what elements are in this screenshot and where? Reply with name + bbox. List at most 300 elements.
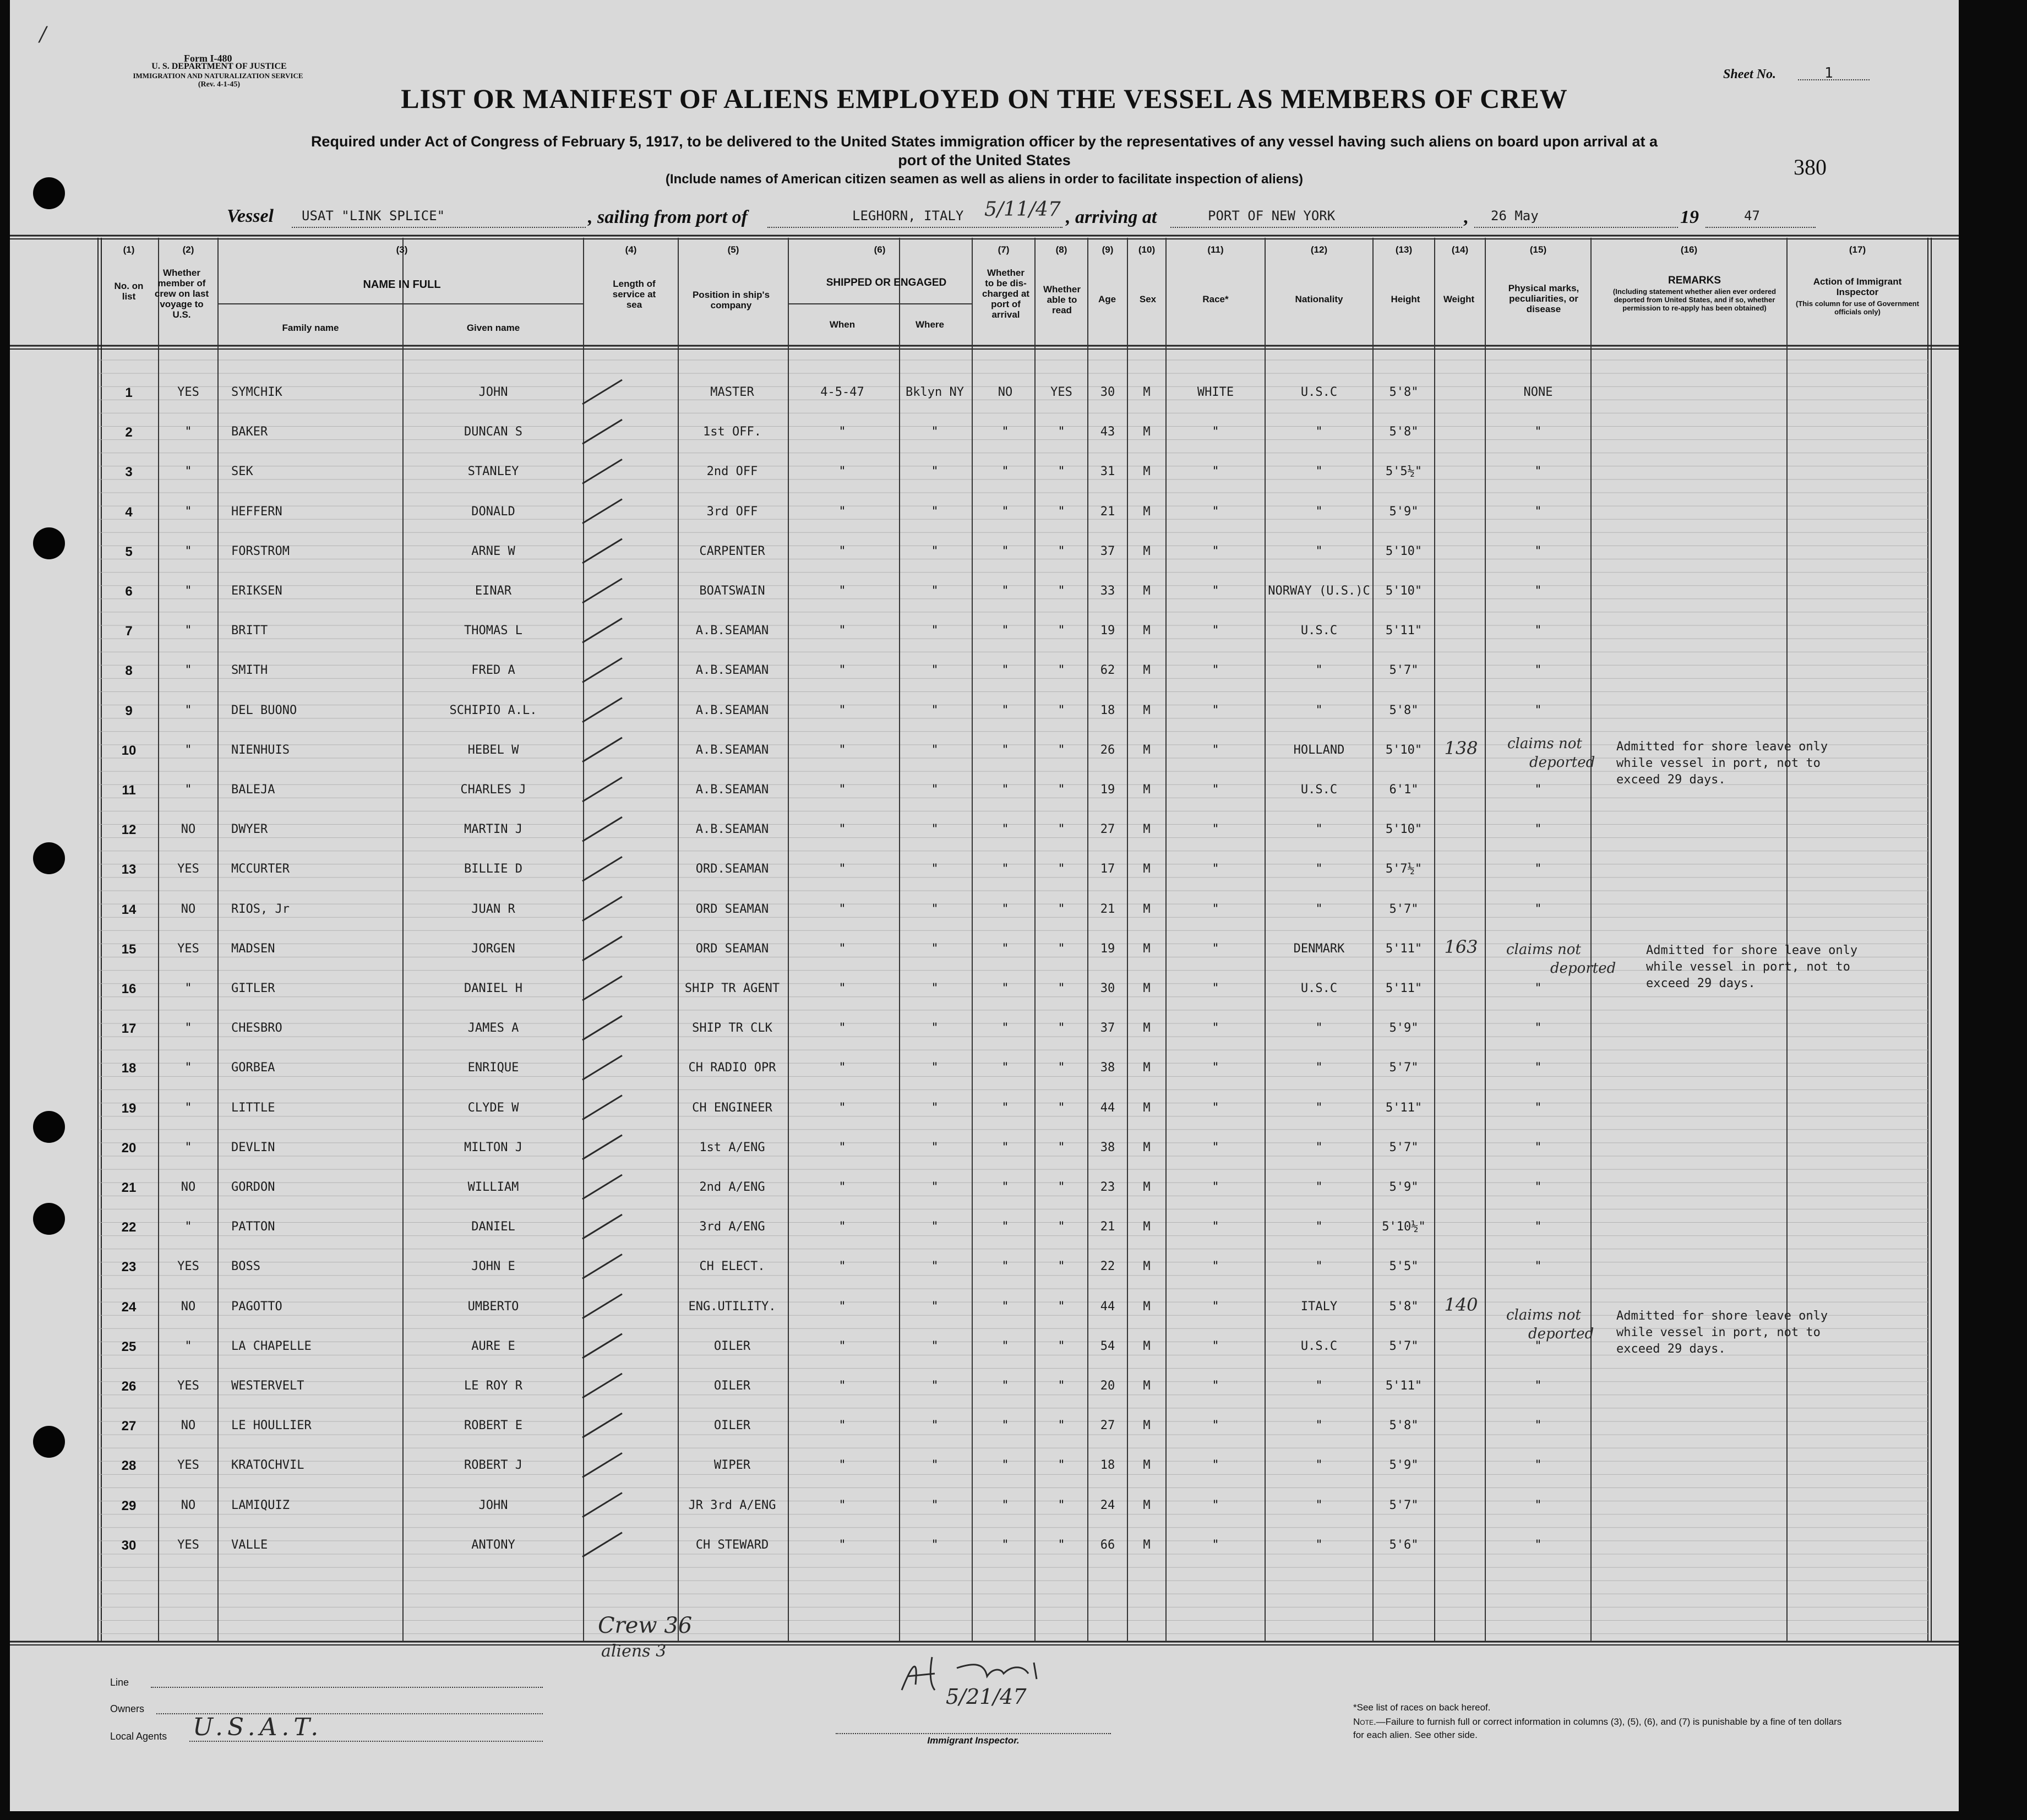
cell-where: " — [931, 743, 939, 757]
cell-height: 5'11" — [1385, 1379, 1423, 1393]
cell-where: " — [931, 862, 939, 876]
length-check-mark — [582, 499, 622, 524]
cell-given: FRED A — [471, 663, 515, 678]
cell-family: BALEJA — [231, 783, 275, 797]
cell-family: HEFFERN — [231, 504, 282, 519]
cell-member: " — [184, 465, 192, 479]
cell-when: " — [838, 982, 846, 995]
cell-where: " — [931, 1538, 939, 1552]
cell-sex: M — [1143, 624, 1151, 638]
sheet-no: 1 — [1824, 65, 1833, 81]
cell-position: WIPER — [713, 1458, 751, 1473]
column-number: (7) — [998, 244, 1010, 255]
cell-disc: " — [1001, 544, 1009, 558]
header-discharged: Whether to be dis-charged at port of arrival — [982, 268, 1029, 320]
header-shipped: SHIPPED OR ENGAGED — [826, 277, 947, 288]
cell-family: GORDON — [231, 1180, 275, 1194]
cell-family: SMITH — [231, 663, 268, 678]
cell-phys: " — [1534, 1140, 1542, 1154]
subtitle-2: port of the United States — [898, 152, 1071, 168]
cell-nat: " — [1315, 663, 1323, 678]
cell-no: 8 — [125, 663, 133, 679]
cell-family: BOSS — [231, 1260, 260, 1274]
cell-family: VALLE — [231, 1538, 268, 1552]
cell-phys: " — [1534, 663, 1542, 678]
cell-sex: M — [1143, 1299, 1151, 1314]
cell-member: " — [184, 584, 192, 598]
cell-no: 10 — [121, 743, 137, 758]
header-when: When — [829, 319, 856, 330]
cell-age: 17 — [1100, 862, 1115, 876]
cell-member: YES — [177, 1538, 199, 1552]
cell-phys: " — [1534, 1100, 1542, 1115]
line-label: Line — [110, 1677, 129, 1688]
length-check-mark — [582, 579, 622, 603]
column-number: (13) — [1395, 244, 1413, 255]
cell-disc: " — [1001, 783, 1009, 797]
cell-phys: NONE — [1523, 385, 1553, 399]
column-number: (6) — [874, 244, 886, 255]
cell-family: LE HOULLIER — [231, 1419, 312, 1433]
cell-position: CH ENGINEER — [692, 1100, 772, 1115]
cell-race: " — [1212, 1538, 1219, 1552]
cell-disc: " — [1001, 1538, 1009, 1552]
cell-race: " — [1212, 902, 1219, 916]
cell-read: " — [1058, 425, 1065, 439]
cell-when: " — [838, 902, 846, 916]
cell-read: " — [1058, 1140, 1065, 1154]
cell-when: " — [838, 1458, 846, 1473]
manifest-sheet — [10, 0, 1959, 1811]
cell-disc: " — [1001, 584, 1009, 598]
header-action-sub: (This column for use of Government officials only) — [1796, 299, 1919, 316]
corner-mark: / — [40, 23, 47, 46]
column-number: (5) — [727, 244, 739, 255]
cell-position: ORD SEAMAN — [695, 941, 769, 956]
cell-member: " — [184, 982, 192, 995]
length-check-mark — [582, 1533, 622, 1557]
cell-race: " — [1212, 1379, 1219, 1393]
cell-sex: M — [1143, 1379, 1151, 1393]
cell-read: " — [1058, 1379, 1065, 1393]
cell-read: " — [1058, 941, 1065, 956]
cell-race: " — [1212, 1498, 1219, 1512]
cell-member: " — [184, 1339, 192, 1353]
remark-line: while vessel in port, not to — [1646, 960, 1850, 974]
cell-read: YES — [1050, 385, 1072, 399]
cell-phys: " — [1534, 1021, 1542, 1036]
cell-age: 21 — [1100, 1220, 1115, 1234]
document-title: LIST OR MANIFEST OF ALIENS EMPLOYED ON THE VESSEL AS MEMBERS OF CREW — [401, 83, 1568, 114]
cell-read: " — [1058, 1061, 1065, 1075]
cell-disc: " — [1001, 624, 1009, 638]
cell-race: " — [1212, 425, 1219, 439]
remark-line: Admitted for shore leave only — [1616, 740, 1828, 754]
cell-no: 26 — [121, 1379, 137, 1394]
cell-height: 6'1" — [1389, 783, 1419, 797]
cell-race: " — [1212, 544, 1219, 558]
column-number: (2) — [182, 244, 194, 255]
cell-race: " — [1212, 1021, 1219, 1036]
race-note: *See list of races on back hereof. — [1353, 1702, 1491, 1713]
cell-when: " — [838, 1180, 846, 1194]
cell-where: " — [931, 1220, 939, 1234]
cell-no: 1 — [125, 385, 133, 400]
cell-when: " — [838, 425, 846, 439]
cell-race: " — [1212, 1180, 1219, 1194]
cell-phys: " — [1534, 1180, 1542, 1194]
form-service: IMMIGRATION AND NATURALIZATION SERVICE — [133, 72, 303, 80]
cell-position: A.B.SEAMAN — [695, 743, 769, 757]
cell-phys: " — [1534, 982, 1542, 995]
cell-age: 37 — [1100, 544, 1115, 558]
cell-where: " — [931, 1379, 939, 1393]
cell-age: 18 — [1100, 703, 1115, 717]
cell-race: " — [1212, 624, 1219, 638]
cell-given: AURE E — [471, 1339, 515, 1353]
remark-line: while vessel in port, not to — [1616, 1326, 1821, 1339]
cell-age: 38 — [1100, 1061, 1115, 1075]
cell-age: 31 — [1100, 465, 1115, 479]
length-check-mark — [582, 1453, 622, 1477]
cell-position: OILER — [713, 1379, 751, 1393]
cell-when: " — [838, 465, 846, 479]
cell-disc: " — [1001, 862, 1009, 876]
header-read: Whether able to read — [1043, 284, 1081, 315]
note-label: Note. — [1353, 1717, 1376, 1727]
cell-member: " — [184, 504, 192, 519]
cell-disc: " — [1001, 743, 1009, 757]
cell-member: " — [184, 1021, 192, 1036]
cell-sex: M — [1143, 1100, 1151, 1115]
column-number: (14) — [1451, 244, 1469, 255]
cell-given: BILLIE D — [464, 862, 522, 876]
cell-nat: " — [1315, 1061, 1323, 1075]
header-remarks-title: REMARKS — [1668, 275, 1721, 286]
length-check-mark — [582, 1214, 622, 1239]
sailing-port: LEGHORN, ITALY — [852, 208, 964, 224]
cell-read: " — [1058, 624, 1065, 638]
note-text: —Failure to furnish full or correct information in columns (3), (5), (6), and (7) is punishable by a fine of ten dollars for each alien. See other side. — [1353, 1717, 1842, 1740]
cell-position: ORD.SEAMAN — [695, 862, 769, 876]
arrival-day: 26 May — [1491, 208, 1539, 224]
length-check-mark — [582, 1334, 622, 1358]
cell-member: NO — [181, 822, 196, 837]
cell-nat: " — [1315, 1021, 1323, 1036]
column-number: (16) — [1680, 244, 1698, 255]
cell-age: 19 — [1100, 783, 1115, 797]
length-check-mark — [582, 380, 622, 404]
cell-age: 21 — [1100, 902, 1115, 916]
cell-nat: " — [1315, 544, 1323, 558]
cell-given: JORGEN — [471, 941, 515, 956]
cell-when: " — [838, 1260, 846, 1274]
cell-no: 6 — [125, 584, 133, 599]
column-number: (11) — [1207, 244, 1224, 255]
cell-race: WHITE — [1197, 385, 1234, 399]
cell-no: 21 — [121, 1180, 137, 1195]
cell-disc: " — [1001, 1260, 1009, 1274]
cell-where: " — [931, 1299, 939, 1314]
cell-height: 5'10½" — [1382, 1220, 1426, 1234]
cell-read: " — [1058, 544, 1065, 558]
cell-read: " — [1058, 1498, 1065, 1512]
cell-when: " — [838, 584, 846, 598]
cell-sex: M — [1143, 663, 1151, 678]
cell-sex: M — [1143, 504, 1151, 519]
cell-height: 5'11" — [1385, 982, 1423, 995]
cell-age: 22 — [1100, 1260, 1115, 1274]
cell-where: " — [931, 1140, 939, 1154]
cell-family: PAGOTTO — [231, 1299, 282, 1314]
cell-disc: " — [1001, 1220, 1009, 1234]
cell-phys: " — [1534, 465, 1542, 479]
cell-sex: M — [1143, 941, 1151, 956]
cell-position: 2nd OFF — [706, 465, 758, 479]
cell-height: 5'7½" — [1385, 862, 1423, 876]
remark-hand-row-10 — [1507, 734, 1595, 772]
cell-nat: " — [1315, 1100, 1323, 1115]
cell-when: " — [838, 743, 846, 757]
cell-disc: " — [1001, 982, 1009, 995]
cell-sex: M — [1143, 544, 1151, 558]
cell-height: 5'9" — [1389, 1021, 1419, 1036]
cell-given: JUAN R — [471, 902, 515, 916]
cell-where: Bklyn NY — [906, 385, 964, 399]
cell-given: ROBERT E — [464, 1419, 522, 1433]
cell-nat: " — [1315, 822, 1323, 837]
cell-disc: " — [1001, 1498, 1009, 1512]
cell-member: " — [184, 544, 192, 558]
column-number: (10) — [1138, 244, 1156, 255]
cell-race: " — [1212, 1260, 1219, 1274]
cell-age: 20 — [1100, 1379, 1115, 1393]
remark-row-10 — [1616, 739, 1828, 788]
cell-sex: M — [1143, 584, 1151, 598]
cell-position: A.B.SEAMAN — [695, 624, 769, 638]
cell-height: 5'8" — [1389, 703, 1419, 717]
cell-race: " — [1212, 822, 1219, 837]
cell-member: YES — [177, 1379, 199, 1393]
cell-given: DANIEL H — [464, 982, 522, 995]
cell-given: EINAR — [475, 584, 512, 598]
cell-family: LAMIQUIZ — [231, 1498, 290, 1512]
cell-family: GORBEA — [231, 1061, 275, 1075]
length-check-mark — [582, 1096, 622, 1120]
cell-given: THOMAS L — [464, 624, 522, 638]
cell-family: LITTLE — [231, 1100, 275, 1115]
cell-nat: " — [1315, 902, 1323, 916]
cell-disc: " — [1001, 1458, 1009, 1473]
cell-no: 29 — [121, 1498, 137, 1513]
cell-when: " — [838, 1220, 846, 1234]
column-number: (17) — [1849, 244, 1866, 255]
cell-when: " — [838, 1498, 846, 1512]
cell-family: RIOS, Jr — [231, 902, 290, 916]
cell-disc: " — [1001, 703, 1009, 717]
cell-race: " — [1212, 783, 1219, 797]
cell-given: UMBERTO — [467, 1299, 519, 1314]
cell-sex: M — [1143, 1220, 1151, 1234]
cell-position: CH ELECT. — [699, 1260, 765, 1274]
cell-race: " — [1212, 663, 1219, 678]
cell-no: 20 — [121, 1140, 137, 1156]
cell-where: " — [931, 1260, 939, 1274]
cell-disc: " — [1001, 1180, 1009, 1194]
header-no: No. on list — [114, 281, 144, 302]
cell-phys: " — [1534, 703, 1542, 717]
cell-where: " — [931, 1458, 939, 1473]
owners-label: Owners — [110, 1703, 145, 1714]
cell-position: SHIP TR CLK — [692, 1021, 772, 1036]
cell-race: " — [1212, 1140, 1219, 1154]
cell-age: 24 — [1100, 1498, 1115, 1512]
cell-sex: M — [1143, 783, 1151, 797]
cell-weight: 138 — [1444, 737, 1478, 759]
cell-sex: M — [1143, 1061, 1151, 1075]
cell-member: " — [184, 1061, 192, 1075]
remark-hand-line: deported — [1529, 754, 1595, 771]
cell-age: 62 — [1100, 663, 1115, 678]
cell-height: 5'9" — [1389, 1458, 1419, 1473]
cell-read: " — [1058, 1419, 1065, 1433]
cell-phys: " — [1534, 1220, 1542, 1234]
form-id: Form I-480 — [184, 53, 232, 64]
cell-read: " — [1058, 584, 1065, 598]
cell-position: OILER — [713, 1419, 751, 1433]
cell-nat: U.S.C — [1300, 624, 1338, 638]
cell-sex: M — [1143, 1140, 1151, 1154]
column-number: (1) — [123, 244, 135, 255]
cell-no: 16 — [121, 982, 137, 996]
cell-race: " — [1212, 1299, 1219, 1314]
cell-no: 13 — [121, 862, 137, 878]
cell-member: " — [184, 703, 192, 717]
cell-where: " — [931, 504, 939, 519]
cell-no: 18 — [121, 1061, 137, 1076]
cell-nat: ITALY — [1300, 1299, 1338, 1314]
cell-disc: " — [1001, 822, 1009, 837]
cell-height: 5'10" — [1385, 584, 1423, 598]
cell-given: JOHN E — [471, 1260, 515, 1274]
cell-where: " — [931, 425, 939, 439]
vessel-label: Vessel — [227, 206, 274, 226]
cell-no: 15 — [121, 941, 137, 957]
cell-given: ARNE W — [471, 544, 515, 558]
cell-family: PATTON — [231, 1220, 275, 1234]
line-field — [151, 1687, 543, 1688]
year-suffix: 47 — [1744, 208, 1760, 224]
cell-given: JAMES A — [467, 1021, 519, 1036]
cell-disc: " — [1001, 425, 1009, 439]
cell-position: 2nd A/ENG — [699, 1180, 765, 1194]
cell-position: 3rd A/ENG — [699, 1220, 765, 1234]
cell-age: 19 — [1100, 624, 1115, 638]
cell-nat: NORWAY (U.S.)C — [1268, 584, 1370, 598]
cell-age: 26 — [1100, 743, 1115, 757]
cell-read: " — [1058, 862, 1065, 876]
cell-disc: " — [1001, 941, 1009, 956]
cell-position: A.B.SEAMAN — [695, 822, 769, 837]
cell-height: 5'5½" — [1385, 465, 1423, 479]
cell-phys: " — [1534, 1458, 1542, 1473]
cell-race: " — [1212, 743, 1219, 757]
column-number: (9) — [1102, 244, 1114, 255]
cell-race: " — [1212, 941, 1219, 956]
cell-read: " — [1058, 465, 1065, 479]
header-weight: Weight — [1443, 294, 1475, 304]
cell-when: 4-5-47 — [820, 385, 864, 399]
cell-sex: M — [1143, 1180, 1151, 1194]
cell-when: " — [838, 1140, 846, 1154]
fine-note — [1353, 1715, 1849, 1742]
cell-disc: " — [1001, 504, 1009, 519]
subtitle-1: Required under Act of Congress of February 5, 1917, to be delivered to the United States immigration officer by the representatives of any vessel having such aliens on board upon arrival at a — [310, 133, 1658, 150]
cell-height: 5'8" — [1389, 425, 1419, 439]
cell-height: 5'7" — [1389, 1498, 1419, 1512]
column-number: (3) — [396, 244, 408, 255]
header-remarks-sub: (Including statement whether alien ever ordered deported from United States, and if so, whether permission to re-apply has been obtained) — [1612, 287, 1777, 312]
cell-no: 5 — [125, 544, 133, 559]
column-number: (15) — [1529, 244, 1547, 255]
cell-sex: M — [1143, 1498, 1151, 1512]
remark-hand-row-15 — [1506, 940, 1616, 978]
cell-member: NO — [181, 902, 196, 916]
remark-hand-line: claims not — [1506, 941, 1581, 958]
cell-age: 30 — [1100, 982, 1115, 995]
cell-nat: DENMARK — [1293, 941, 1345, 956]
cell-phys: " — [1534, 584, 1542, 598]
header-race: Race* — [1202, 294, 1229, 304]
cell-sex: M — [1143, 385, 1151, 399]
cell-disc: " — [1001, 465, 1009, 479]
cell-position: SHIP TR AGENT — [684, 982, 780, 995]
column-number: (4) — [625, 244, 637, 255]
cell-height: 5'7" — [1389, 902, 1419, 916]
cell-position: CH STEWARD — [695, 1538, 769, 1552]
cell-where: " — [931, 544, 939, 558]
cell-when: " — [838, 822, 846, 837]
cell-height: 5'6" — [1389, 1538, 1419, 1552]
cell-no: 25 — [121, 1339, 137, 1354]
cell-nat: " — [1315, 1419, 1323, 1433]
cell-when: " — [838, 1379, 846, 1393]
agents-label: Local Agents — [110, 1731, 167, 1742]
remark-line: exceed 29 days. — [1646, 977, 1756, 990]
cell-disc: " — [1001, 663, 1009, 678]
cell-member: " — [184, 425, 192, 439]
cell-member: " — [184, 783, 192, 797]
column-number: (8) — [1055, 244, 1067, 255]
cell-member: NO — [181, 1180, 196, 1194]
cell-age: 27 — [1100, 822, 1115, 837]
cell-given: JOHN — [478, 1498, 508, 1512]
cell-height: 5'11" — [1385, 1100, 1423, 1115]
cell-member: YES — [177, 385, 199, 399]
cell-phys: " — [1534, 544, 1542, 558]
cell-race: " — [1212, 504, 1219, 519]
cell-when: " — [838, 663, 846, 678]
cell-when: " — [838, 1100, 846, 1115]
cell-position: A.B.SEAMAN — [695, 703, 769, 717]
form-rev: (Rev. 4-1-45) — [198, 80, 241, 89]
cell-height: 5'8" — [1389, 1299, 1419, 1314]
cell-position: ENG.UTILITY. — [688, 1299, 776, 1314]
cell-where: " — [931, 663, 939, 678]
cell-given: ENRIQUE — [467, 1061, 519, 1075]
cell-family: SYMCHIK — [231, 385, 282, 399]
cell-read: " — [1058, 1260, 1065, 1274]
